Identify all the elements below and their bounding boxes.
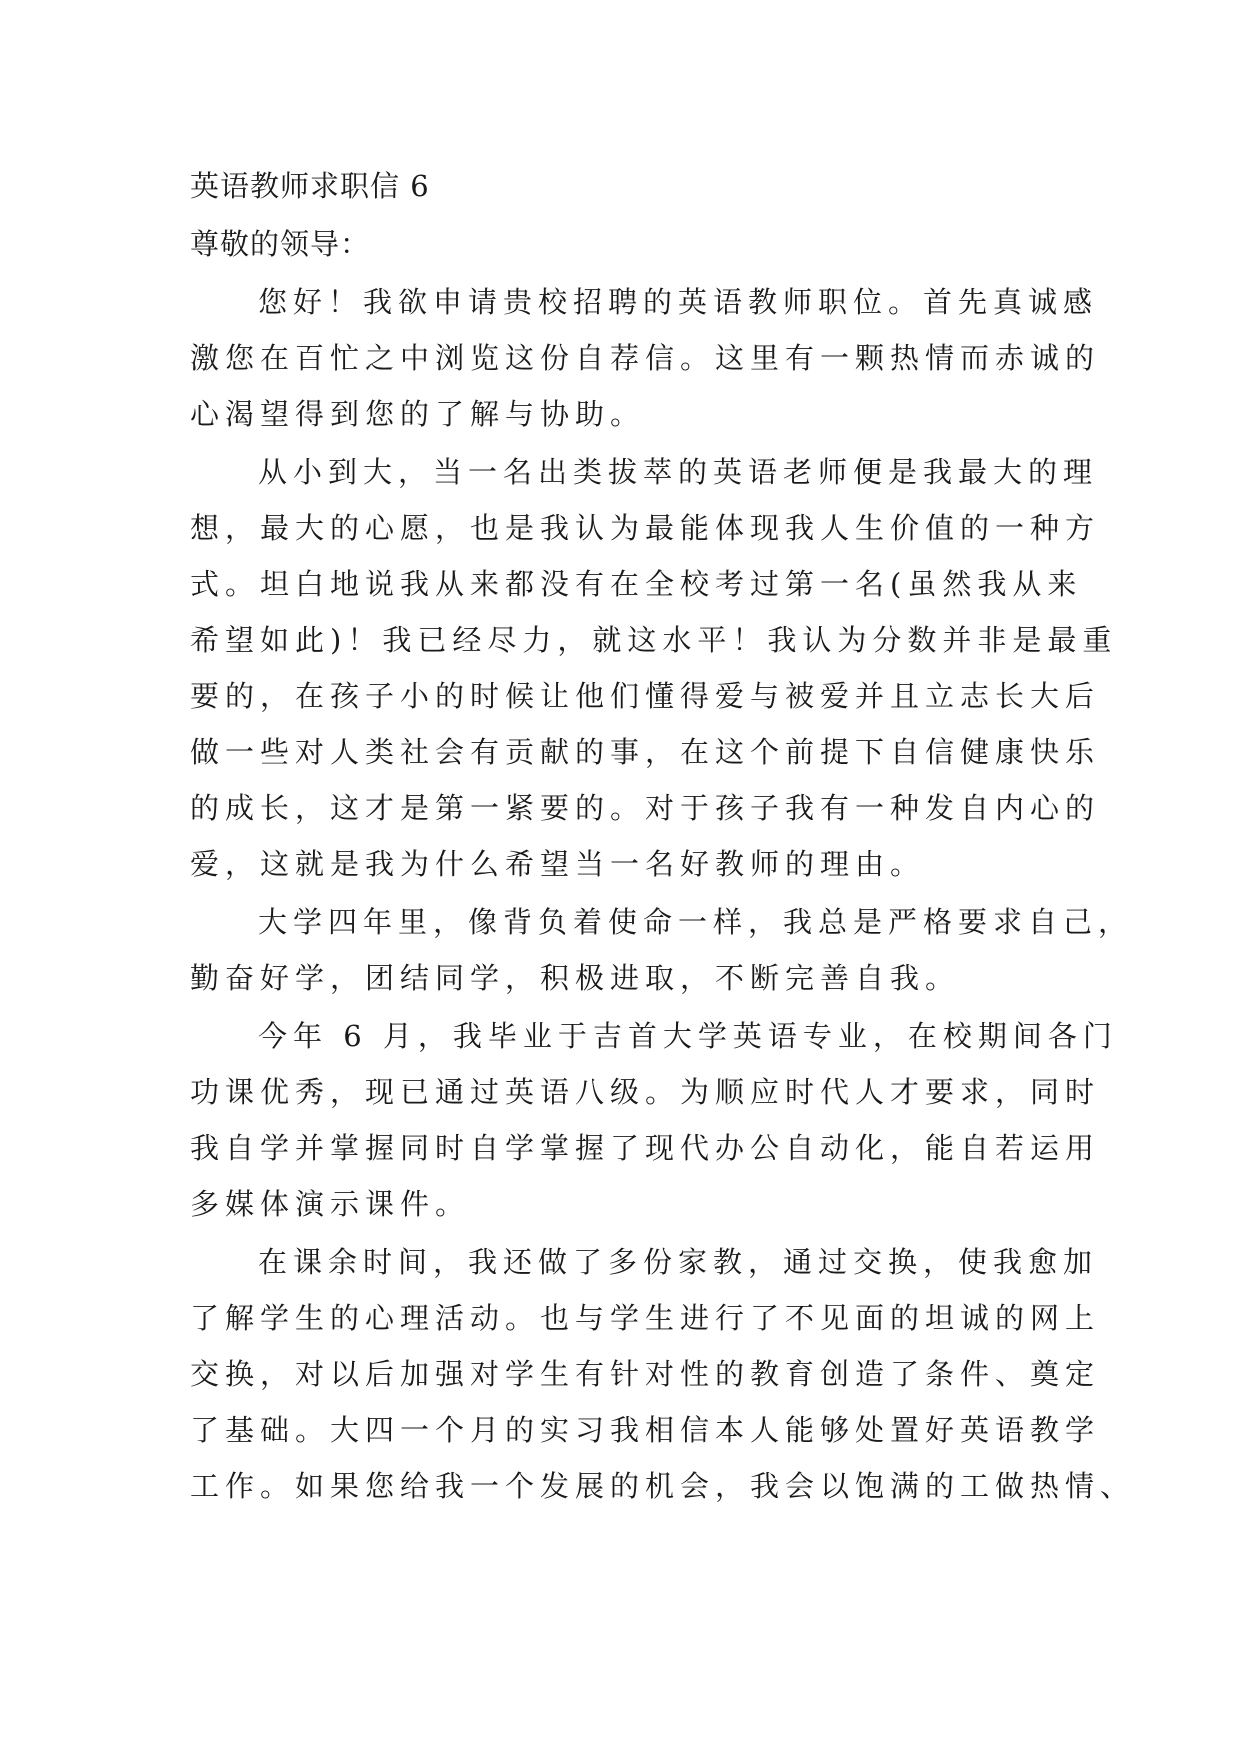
body-line: 功课优秀，现已通过英语八级。为顺应时代人才要求，同时 bbox=[190, 1075, 1101, 1109]
body-line: 的成长，这才是第一紧要的。对于孩子我有一种发自内心的 bbox=[190, 791, 1101, 825]
body-line: 想，最大的心愿，也是我认为最能体现我人生价值的一种方 bbox=[190, 511, 1101, 545]
body-line: 了基础。大四一个月的实习我相信本人能够处置好英语教学 bbox=[190, 1413, 1101, 1447]
document-title: 英语教师求职信 6 bbox=[190, 169, 430, 203]
body-line: 多媒体演示课件。 bbox=[190, 1187, 471, 1221]
body-line: 希望如此)！我已经尽力，就这水平！我认为分数并非是最重 bbox=[190, 623, 1118, 657]
body-line: 今年 6 月，我毕业于吉首大学英语专业，在校期间各门 bbox=[258, 1019, 1118, 1053]
body-line: 我自学并掌握同时自学掌握了现代办公自动化，能自若运用 bbox=[190, 1131, 1101, 1165]
salutation: 尊敬的领导： bbox=[190, 227, 371, 261]
body-line: 从小到大，当一名出类拔萃的英语老师便是我最大的理 bbox=[258, 455, 1099, 489]
body-line: 了解学生的心理活动。也与学生进行了不见面的坦诚的网上 bbox=[190, 1301, 1101, 1335]
body-line: 式。坦白地说我从来都没有在全校考过第一名(虽然我从来 bbox=[190, 567, 1083, 601]
body-line: 您好！我欲申请贵校招聘的英语教师职位。首先真诚感 bbox=[258, 285, 1099, 319]
body-line: 工作。如果您给我一个发展的机会，我会以饱满的工做热情、 bbox=[190, 1469, 1136, 1503]
body-line: 交换，对以后加强对学生有针对性的教育创造了条件、奠定 bbox=[190, 1357, 1101, 1391]
body-line: 爱，这就是我为什么希望当一名好教师的理由。 bbox=[190, 847, 926, 881]
body-line: 要的，在孩子小的时候让他们懂得爱与被爱并且立志长大后 bbox=[190, 679, 1101, 713]
body-line: 勤奋好学，团结同学，积极进取，不断完善自我。 bbox=[190, 961, 961, 995]
body-line: 激您在百忙之中浏览这份自荐信。这里有一颗热情而赤诚的 bbox=[190, 341, 1101, 375]
body-line: 在课余时间，我还做了多份家教，通过交换，使我愈加 bbox=[258, 1245, 1099, 1279]
body-line: 大学四年里，像背负着使命一样，我总是严格要求自己， bbox=[258, 905, 1134, 939]
body-line: 心渴望得到您的了解与协助。 bbox=[190, 397, 646, 431]
body-line: 做一些对人类社会有贡献的事，在这个前提下自信健康快乐 bbox=[190, 735, 1101, 769]
